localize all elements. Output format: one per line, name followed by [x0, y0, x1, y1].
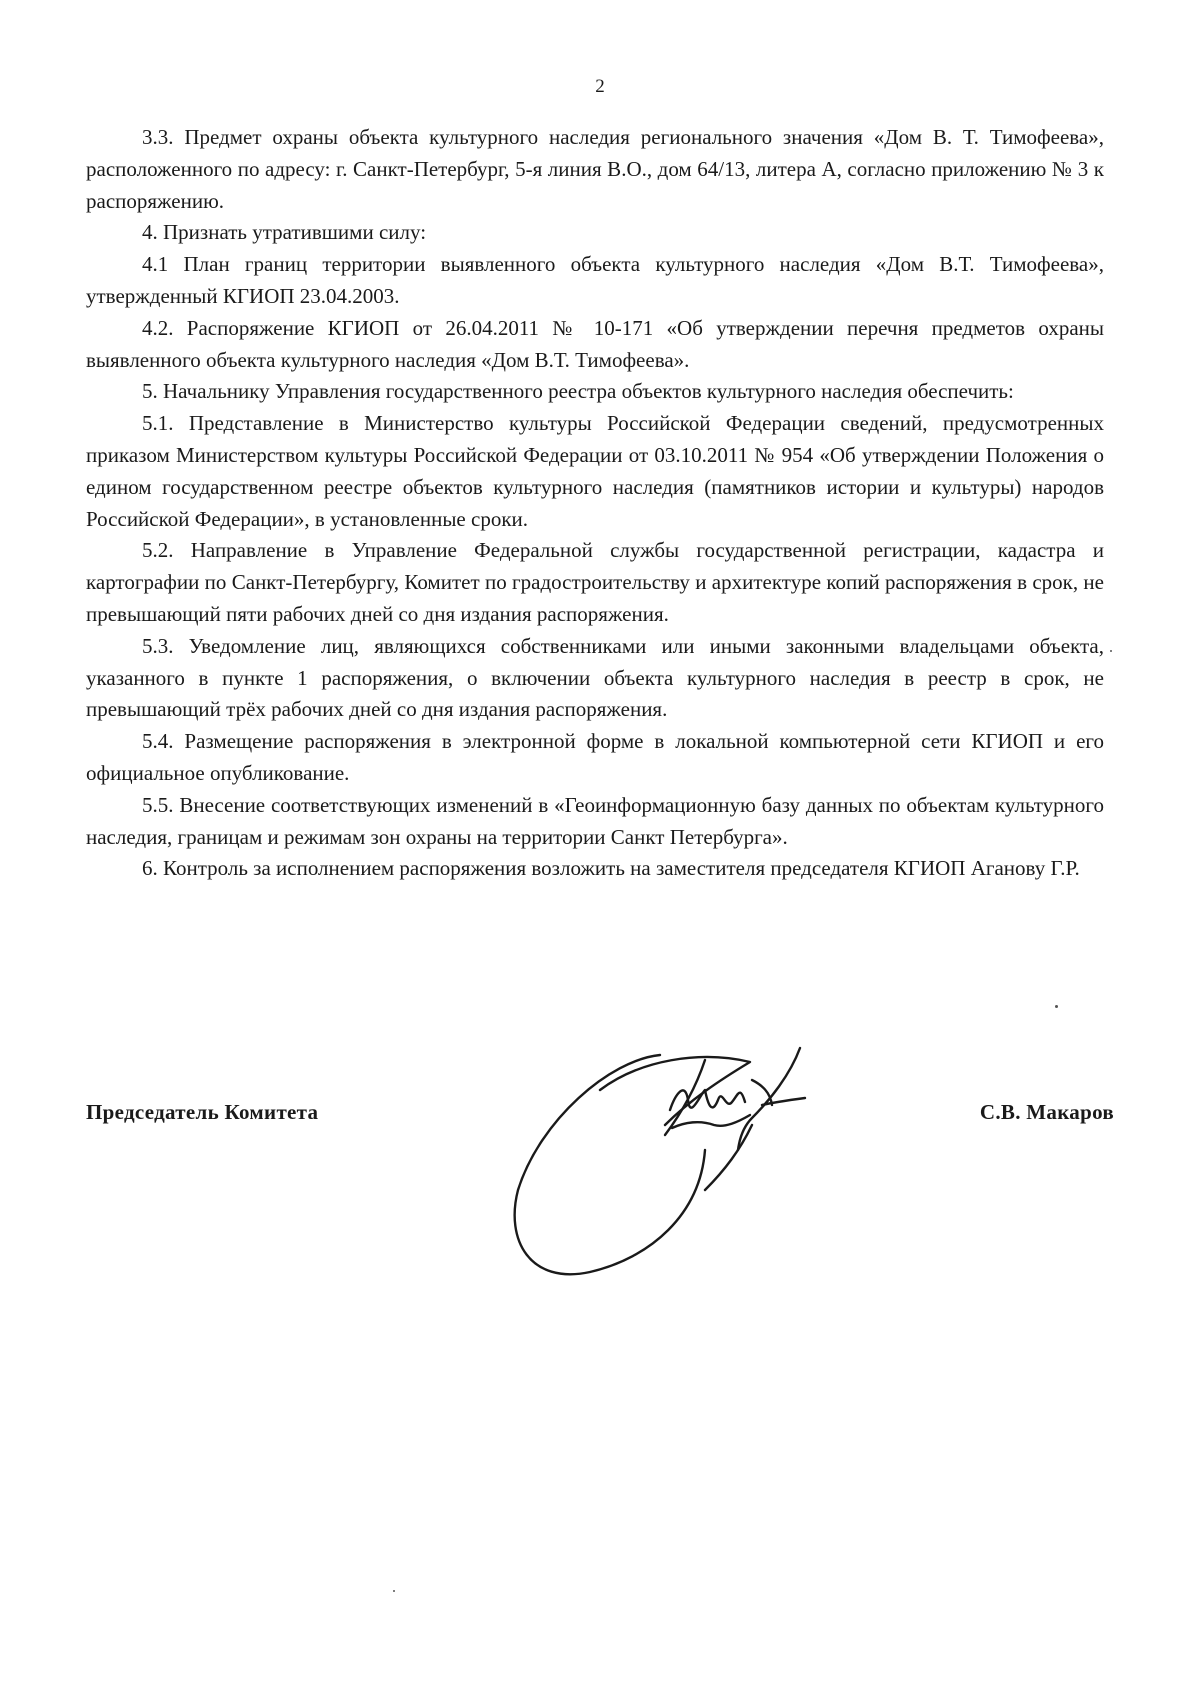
handwritten-signature [500, 1040, 900, 1290]
paragraph-4-1: 4.1 План границ территории выявленного объекта культурного наследия «Дом В.Т. Тимофеева», утвержденный КГИОП 23.04.2003. [86, 252, 1104, 308]
page-number: 2 [595, 76, 605, 97]
scan-speck [393, 1590, 395, 1592]
paragraph-6: 6. Контроль за исполнением распоряжения возложить на заместителя председателя КГИОП Аганову Г.Р. [142, 856, 1080, 881]
paragraph-5-1: 5.1. Представление в Министерство культуры Российской Федерации сведений, предусмотренных приказом Министерством культуры Российской Федерации от 03.10.2011 № 954 «Об утверждении Положения о едином государственном реестре объектов культурного наследия (памятников истории и культуры) народов Российской Федерации», в установленные сроки. [86, 411, 1104, 531]
paragraph-5-5: 5.5. Внесение соответствующих изменений в «Геоинформационную базу данных по объектам культурного наследия, границам и режимам зон охраны на территории Санкт Петербурга». [86, 792, 1104, 849]
paragraph-5-2: 5.2. Направление в Управление Федеральной службы государственной регистрации, кадастра и картографии по Санкт-Петербургу, Комитет по градостроительству и архитектуре копий распоряжения в срок, не превышающий пяти рабочих дней со дня издания распоряжения. [86, 538, 1104, 626]
signatory-title: Председатель Комитета [86, 1100, 319, 1124]
paragraph-4: 4. Признать утратившими силу: [142, 220, 427, 245]
paragraph-4-2: 4.2. Распоряжение КГИОП от 26.04.2011 № 10-171 «Об утверждении перечня предметов охраны выявленного объекта культурного наследия «Дом В.Т. Тимофеева». [86, 315, 1104, 372]
document-body [86, 122, 1104, 885]
paragraph-5-4: 5.4. Размещение распоряжения в электронной форме в локальной компьютерной сети КГИОП и его официальное опубликование. [86, 729, 1104, 785]
paragraph-3-3: 3.3. Предмет охраны объекта культурного наследия регионального значения «Дом В. Т. Тимофеева», расположенного по адресу: г. Санкт-Петербург, 5-я линия В.О., дом 64/13, литера А, согласно приложению № 3 к распоряжению. [86, 125, 1104, 213]
signatory-name: С.В. Макаров [979, 1100, 1114, 1124]
scan-speck [1110, 650, 1112, 652]
scan-speck [1055, 1005, 1058, 1008]
paragraph-5-3: 5.3. Уведомление лиц, являющихся собственниками или иными законными владельцами объекта, указанного в пункте 1 распоряжения, о включении объекта культурного наследия в реестр в срок, не превышающий трёх рабочих дней со дня издания распоряжения. [86, 633, 1104, 722]
paragraph-5: 5. Начальнику Управления государственного реестра объектов культурного наследия обеспечить: [142, 379, 1014, 404]
